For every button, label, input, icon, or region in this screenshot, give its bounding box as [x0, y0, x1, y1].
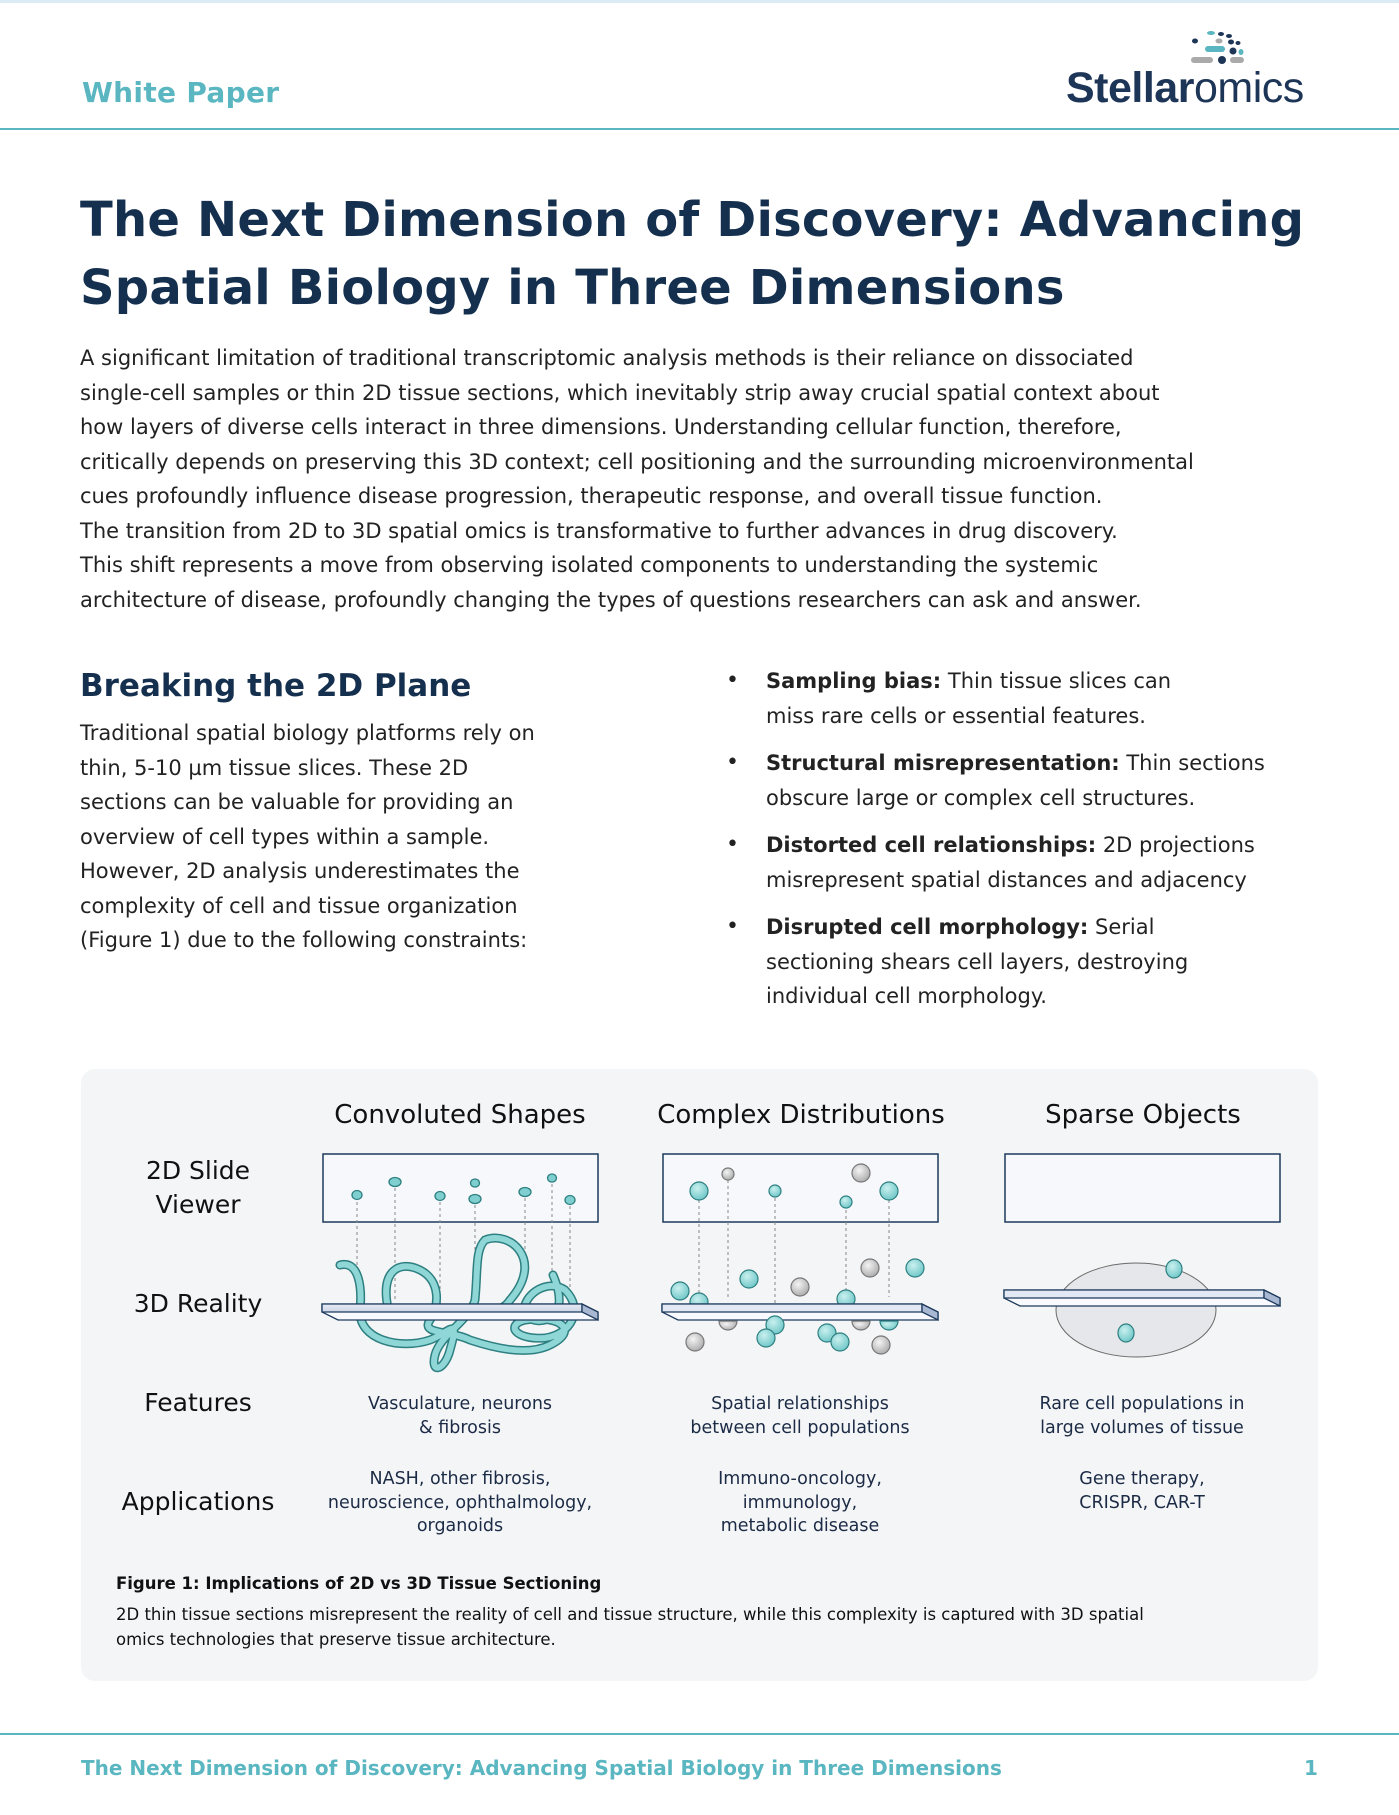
constraints-list [718, 664, 1358, 1027]
row-label-3d-reality: 3D Reality [133, 1289, 263, 1318]
section-paragraph: Traditional spatial biology platforms rely on thin, 5-10 µm tissue slices. These 2D sections can be valuable for providing an overview of cell types within a sample. However, 2D analysis underestimates the complexity of cell and tissue organization (Figure 1) due to the following constraints: [80, 721, 535, 952]
column-title-sparse: Sparse Objects [1045, 1100, 1241, 1130]
features-distributions: Spatial relationships between cell populations [690, 1394, 910, 1438]
bullet-icon: • [726, 832, 739, 857]
convoluted-shapes-illustration [310, 1140, 610, 1380]
row-label-features: Features [144, 1388, 252, 1417]
list-item: • Sampling bias: Thin tissue slices can miss rare cells or essential features. [718, 664, 1358, 733]
row-label-2d-slide: 2D Slide Viewer [145, 1156, 251, 1219]
page-number: 1 [1304, 1756, 1318, 1780]
footer-title: The Next Dimension of Discovery: Advancing Spatial Biology in Three Dimensions [81, 1756, 1002, 1780]
top-band [0, 0, 1399, 3]
list-item: • Distorted cell relationships: 2D projections misrepresent spatial distances and adjacency [718, 828, 1358, 897]
applications-distributions: Immuno-oncology, immunology, metabolic disease [718, 1469, 882, 1536]
features-sparse: Rare cell populations in large volumes of tissue [1039, 1394, 1245, 1438]
column-title-convoluted: Convoluted Shapes [334, 1100, 586, 1130]
header-divider [0, 128, 1399, 130]
sparse-objects-illustration [992, 1140, 1292, 1380]
figure-caption-title: Figure 1: Implications of 2D vs 3D Tissue Sectioning [116, 1574, 602, 1593]
row-label-applications: Applications [121, 1487, 275, 1516]
figure-caption: 2D thin tissue sections misrepresent the reality of cell and tissue structure, while this complexity is captured with 3D spatial omics technologies that preserve tissue architecture. [116, 1605, 1144, 1649]
list-item: • Disrupted cell morphology: Serial sectioning shears cell layers, destroying individual cell morphology. [718, 910, 1358, 1014]
page-title: The Next Dimension of Discovery: Advancing Spatial Biology in Three Dimensions [80, 192, 1305, 316]
section-heading: Breaking the 2D Plane [80, 668, 472, 704]
features-convoluted: Vasculature, neurons & fibrosis [367, 1394, 553, 1438]
bullet-icon: • [726, 914, 739, 939]
bullet-icon: • [726, 668, 739, 693]
intro-paragraph: A significant limitation of traditional transcriptomic analysis methods is their reliance on dissociated single-cell samples or thin 2D tissue sections, which inevitably strip away crucial spatial context about how layers of diverse cells interact in three dimensions. Understanding cellular function, therefore, critically depends on preserving this 3D context; cell positioning and the surrounding microenvironmental cues profoundly influence disease progression, therapeutic response, and overall tissue function. The transition from 2D to 3D spatial omics is transformative to further advances in drug discovery. This shift represents a move from observing isolated components to understanding the systemic architecture of disease, profoundly changing the types of questions researchers can ask and answer. [80, 346, 1194, 612]
document-type-label: White Paper [82, 76, 280, 109]
applications-sparse: Gene therapy, CRISPR, CAR-T [1079, 1469, 1205, 1513]
applications-convoluted: NASH, other fibrosis, neuroscience, ophthalmology, organoids [327, 1469, 593, 1536]
complex-distributions-illustration [650, 1140, 950, 1380]
bullet-icon: • [726, 750, 739, 775]
column-title-distributions: Complex Distributions [657, 1100, 945, 1130]
logo-wordmark: Stellaromics [1066, 64, 1304, 112]
stellaromics-logo [1066, 30, 1336, 120]
footer-divider [0, 1733, 1399, 1735]
list-item: • Structural misrepresentation: Thin sections obscure large or complex cell structures. [718, 746, 1358, 815]
